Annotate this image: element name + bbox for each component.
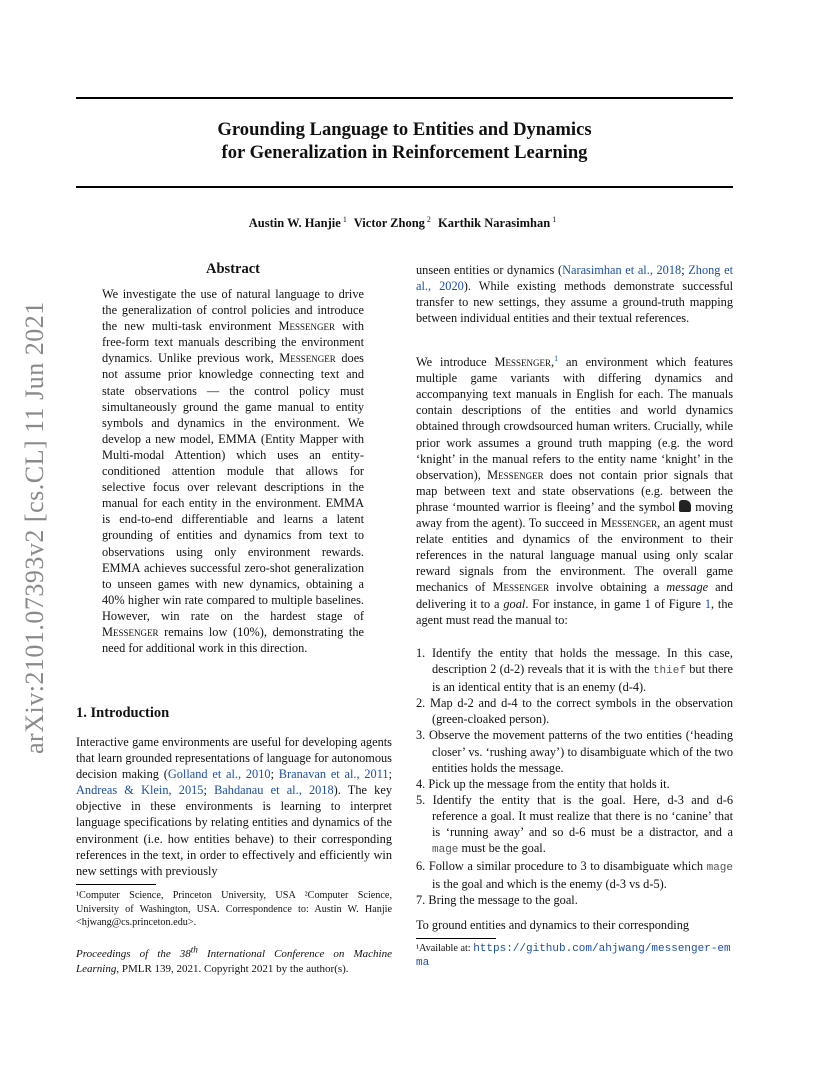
list-item: 3. Observe the movement patterns of the two entities (‘heading closer’ vs. ‘rushing away’) to disambiguate which of the two entities holds the message.	[416, 728, 733, 775]
title-line-1: Grounding Language to Entities and Dynamics	[217, 119, 592, 140]
citation-link[interactable]: Branavan et al., 2011	[278, 767, 389, 782]
paper-title	[76, 118, 733, 164]
introduction-paragraph: Interactive game environments are useful for developing agents that learn grounded representations of language for autonomous decision making (Golland et al., 2010; Branavan et al., 2011; Andreas & Klein, 2015; Bahdanau et al., 2018). The key objective in these environments is learning to interpret language specifications by relating entities and dynamics of the environment (i.e. how entities behave) to their corresponding references in the text, in order to effectively and efficiently win new settings with previously	[76, 735, 393, 878]
author-list	[76, 215, 733, 231]
author-name: Karthik Narasimhan	[438, 216, 551, 231]
abstract-heading: Abstract	[206, 261, 260, 277]
figure-link[interactable]: 1	[704, 596, 711, 611]
footnote-rule	[416, 938, 496, 939]
list-item: 2. Map d-2 and d-4 to the correct symbols in the observation (green-cloaked person).	[416, 696, 733, 727]
abstract-text: We investigate the use of natural language to drive the generalization of control policies and introduce the new multi-task environment Messenger with free-form text manuals describing the environment dynamics. Unlike previous work, Messenger does not assume prior knowledge connecting text and state observations — the control policy must simultaneously ground the game manual to entity symbols and dynamics in the environment. We develop a new model, EMMA (Entity Mapper with Multi-modal Attention) which uses an entity-conditioned attention module that allows for selective focus over relevant descriptions in the manual for each entity in the environment. EMMA is end-to-end differentiable and learns a latent grounding of entities and dynamics from text to observations using only environment rewards. EMMA achieves successful zero-shot generalization to unseen games with new dynamics, obtaining a 40% higher win rate compared to multiple baselines. However, win rate on the hardest stage of Messenger remains low (10%), demonstrating the need for additional work in this direction.	[102, 287, 365, 656]
author-affiliation: 2	[426, 215, 431, 224]
list-item: 1. Identify the entity that holds the message. In this case, description 2 (d-2) reveals that it is with the thief but there is an identical entity that is an enemy (d-4).	[416, 646, 733, 695]
right-column-paragraph-1: unseen entities or dynamics (Narasimhan et al., 2018; Zhong et al., 2020). While existing methods demonstrate successful transfer to new settings, they assume a ground-truth mapping between individual entities and their textual references.	[416, 263, 733, 326]
citation-link[interactable]: Narasimhan et al., 2018	[562, 263, 682, 277]
footnote-rule	[76, 884, 156, 885]
author-affiliation: 1	[342, 215, 347, 224]
author-affiliation: 1	[552, 215, 557, 224]
manual-steps-list	[416, 645, 733, 909]
title-line-2: for Generalization in Reinforcement Learning	[221, 142, 588, 163]
list-item: 6. Follow a similar procedure to 3 to disambiguate which mage is the goal and which is the enemy (d-3 vs d-5).	[416, 859, 733, 892]
citation-link[interactable]: Andreas & Klein, 2015	[76, 783, 204, 798]
title-rule-bottom	[76, 186, 733, 188]
section-heading-introduction: 1. Introduction	[76, 705, 170, 721]
author-name: Austin W. Hanjie	[248, 216, 341, 231]
citation-link[interactable]: Golland et al., 2010	[167, 767, 271, 782]
list-item: 7. Bring the message to the goal.	[416, 893, 578, 908]
list-item: 5. Identify the entity that is the goal. Here, d-3 and d-6 reference a goal. It must realize that there is no ‘canine’ that is ‘running away’ and so d-6 must be a distractor, and a mage must be the goal.	[416, 792, 733, 857]
availability-footnote: ¹Available at: https://github.com/ahjwang/messenger-emma	[416, 943, 731, 969]
arxiv-stamp: arXiv:2101.07393v2 [cs.CL] 11 Jun 2021	[20, 301, 49, 754]
affiliation-footnote: ¹Computer Science, Princeton University, USA ²Computer Science, University of Washington, USA. Correspondence to: Austin W. Hanjie <hjwang@cs.princeton.edu>.	[76, 890, 392, 929]
list-item: 4. Pick up the message from the entity that holds it.	[416, 776, 670, 791]
knight-icon	[679, 500, 691, 512]
github-link[interactable]: https://github.com/ahjwang/messenger-emma	[416, 943, 731, 969]
author-name: Victor Zhong	[353, 216, 425, 231]
right-column-paragraph-2: We introduce Messenger,$^1$ an environment which features multiple game variants with differing dynamics and accompanying text manuals in English for each. The manuals contain descriptions of the entities and world dynamics obtained through crowdsourced human writers. Crucially, while prior work assumes a ground truth mapping (e.g. the word ‘knight’ in the manual refers to the entity name ‘knight’ in the observation), Messenger does not contain prior signals that map between text and state observations (e.g. between the phrase ‘mounted warrior is fleeing’ and the symbol moving away from the agent). To succeed in Messenger, an agent must relate entities and dynamics of the environment to their references in the natural language manual using only scalar reward signals from the environment. The overall game mechanics of Messenger involve obtaining a message and delivering it to a goal. For instance, in game 1 of Figure 1, the agent must read the manual to:	[416, 354, 734, 627]
right-column-paragraph-3: To ground entities and dynamics to their corresponding	[416, 918, 690, 932]
citation-link[interactable]: Zhong et al., 2020	[416, 263, 733, 294]
proceedings-note: Proceedings of the 38th International Conference on Machine Learning, PMLR 139, 2021. Copyright 2021 by the author(s).	[76, 944, 392, 975]
citation-link[interactable]: Bahdanau et al., 2018	[214, 783, 334, 798]
title-rule-top	[76, 97, 733, 99]
footnote-marker[interactable]: 1	[554, 354, 559, 363]
